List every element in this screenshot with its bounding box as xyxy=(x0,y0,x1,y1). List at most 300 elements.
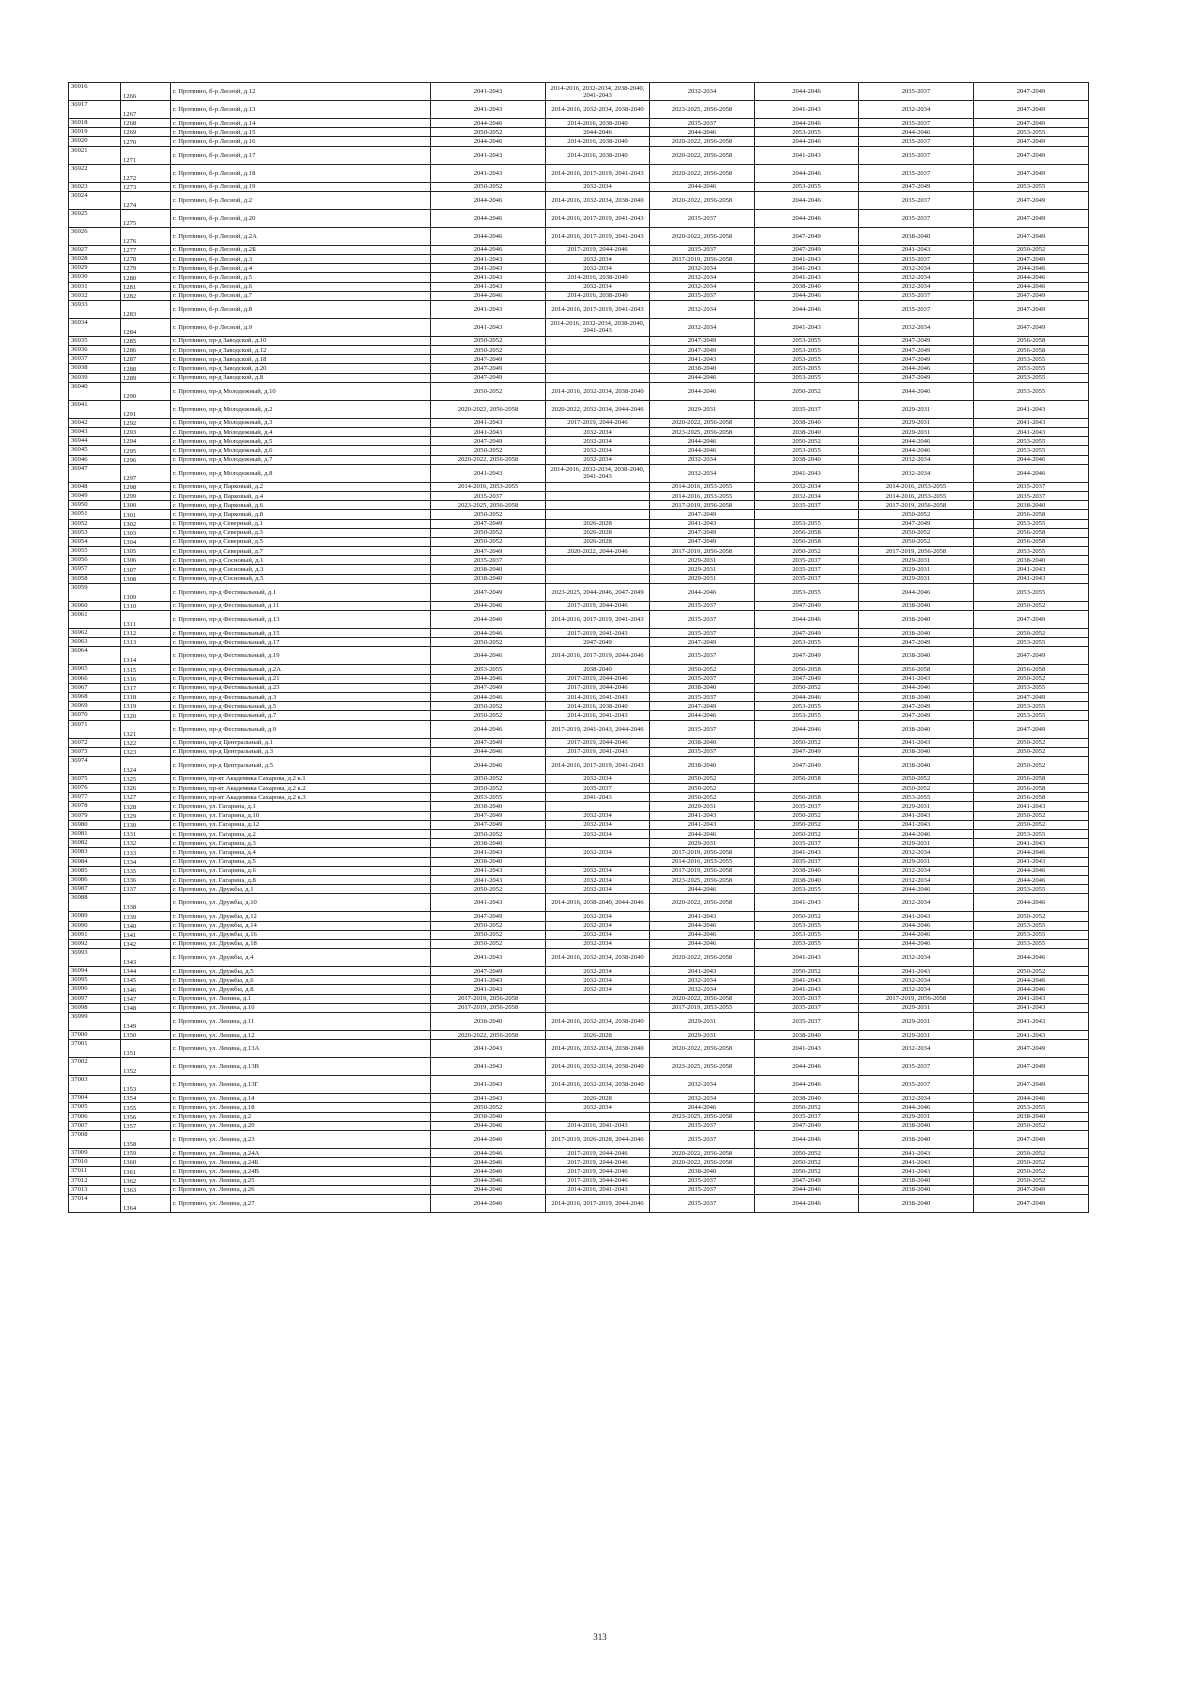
cell-n: 1286 xyxy=(121,346,171,355)
cell-c2: 2035-2037 xyxy=(546,784,650,793)
cell-c2: 2032-2034 xyxy=(546,811,650,820)
cell-id: 37008 xyxy=(69,1130,121,1148)
cell-addr: г. Протвино, пр-д Заводской, д.8 xyxy=(171,373,431,382)
cell-c2: 2032-2034 xyxy=(546,930,650,939)
cell-c3: 2023-2025, 2056-2058 xyxy=(650,1058,755,1076)
cell-id: 37000 xyxy=(69,1031,121,1040)
cell-c6: 2050-2052 xyxy=(974,674,1089,683)
cell-c1: 2050-2052 xyxy=(431,128,546,137)
cell-id: 36965 xyxy=(69,665,121,674)
cell-n: 1348 xyxy=(121,1003,171,1012)
cell-c3: 2032-2034 xyxy=(650,83,755,101)
cell-addr: г. Протвино, б-р Лесной, д.19 xyxy=(171,182,431,191)
cell-c3: 2044-2046 xyxy=(650,711,755,720)
cell-c5: 2038-2040 xyxy=(859,1194,974,1212)
cell-c5: 2044-2046 xyxy=(859,830,974,839)
cell-c3: 2023-2025, 2056-2058 xyxy=(650,428,755,437)
cell-c2 xyxy=(546,565,650,574)
table-row xyxy=(69,273,1089,282)
cell-c1: 2041-2043 xyxy=(431,848,546,857)
cell-n: 1324 xyxy=(121,756,171,774)
cell-id: 36931 xyxy=(69,282,121,291)
cell-c4: 2038-2040 xyxy=(755,455,859,464)
cell-c5: 2044-2046 xyxy=(859,885,974,894)
cell-n: 1306 xyxy=(121,556,171,565)
cell-n: 1287 xyxy=(121,355,171,364)
cell-c1: 2050-2052 xyxy=(431,336,546,345)
cell-c1: 2044-2046 xyxy=(431,720,546,738)
cell-c2 xyxy=(546,574,650,583)
table-row xyxy=(69,611,1089,629)
cell-c1: 2020-2022, 2056-2058 xyxy=(431,400,546,418)
cell-c5: 2044-2046 xyxy=(859,128,974,137)
cell-id: 36956 xyxy=(69,556,121,565)
table-row xyxy=(69,1058,1089,1076)
cell-n: 1274 xyxy=(121,191,171,209)
cell-c2: 2017-2019, 2044-2046 xyxy=(546,245,650,254)
cell-c4: 2041-2043 xyxy=(755,318,859,336)
cell-c3: 2032-2034 xyxy=(650,300,755,318)
cell-c6: 2047-2049 xyxy=(974,1130,1089,1148)
cell-addr: г. Протвино, пр-д Фестивальный, д.7 xyxy=(171,711,431,720)
cell-c4: 2050-2052 xyxy=(755,683,859,692)
cell-c1: 2044-2046 xyxy=(431,1148,546,1157)
cell-addr: г. Протвино, б-р Лесной, д.18 xyxy=(171,164,431,182)
cell-addr: г. Протвино, б-р Лесной, д.7 xyxy=(171,291,431,300)
table-row xyxy=(69,300,1089,318)
cell-c2: 2017-2019, 2044-2046 xyxy=(546,601,650,610)
cell-c3: 2035-2037 xyxy=(650,291,755,300)
cell-id: 36924 xyxy=(69,191,121,209)
cell-c1: 2044-2046 xyxy=(431,674,546,683)
table-row xyxy=(69,866,1089,875)
cell-c2: 2017-2019, 2044-2046 xyxy=(546,1167,650,1176)
cell-addr: г. Протвино, б-р Лесной, д.17 xyxy=(171,146,431,164)
cell-c1: 2038-2040 xyxy=(431,802,546,811)
cell-c2: 2014-2016, 2017-2019, 2041-2043 xyxy=(546,227,650,245)
cell-c3: 2020-2022, 2056-2058 xyxy=(650,949,755,967)
table-row xyxy=(69,674,1089,683)
cell-c2 xyxy=(546,510,650,519)
cell-n: 1269 xyxy=(121,128,171,137)
cell-c4: 2053-2055 xyxy=(755,336,859,345)
cell-id: 37005 xyxy=(69,1103,121,1112)
cell-c1: 2050-2052 xyxy=(431,382,546,400)
cell-id: 36979 xyxy=(69,811,121,820)
cell-id: 37006 xyxy=(69,1112,121,1121)
cell-c3: 2041-2043 xyxy=(650,820,755,829)
cell-c1: 2044-2046 xyxy=(431,245,546,254)
cell-c5: 2050-2052 xyxy=(859,510,974,519)
table-row xyxy=(69,894,1089,912)
cell-c1: 2044-2046 xyxy=(431,611,546,629)
cell-c3: 2041-2043 xyxy=(650,811,755,820)
table-row xyxy=(69,820,1089,829)
cell-c1: 2050-2052 xyxy=(431,702,546,711)
cell-c5: 2029-2031 xyxy=(859,400,974,418)
cell-c1: 2047-2049 xyxy=(431,683,546,692)
cell-c1: 2053-2055 xyxy=(431,665,546,674)
cell-c2: 2026-2028 xyxy=(546,1031,650,1040)
cell-c6: 2047-2049 xyxy=(974,647,1089,665)
cell-c6: 2047-2049 xyxy=(974,611,1089,629)
cell-c5: 2047-2049 xyxy=(859,355,974,364)
cell-id: 36966 xyxy=(69,674,121,683)
table-row xyxy=(69,647,1089,665)
cell-c5: 2038-2040 xyxy=(859,1176,974,1185)
cell-c3: 2050-2052 xyxy=(650,665,755,674)
cell-c6: 2041-2043 xyxy=(974,1003,1089,1012)
cell-c3: 2023-2025, 2056-2058 xyxy=(650,1112,755,1121)
cell-c3: 2044-2046 xyxy=(650,382,755,400)
cell-c4: 2053-2055 xyxy=(755,446,859,455)
cell-id: 36946 xyxy=(69,455,121,464)
cell-c4: 2053-2055 xyxy=(755,939,859,948)
cell-c6: 2041-2043 xyxy=(974,994,1089,1003)
cell-c5: 2044-2046 xyxy=(859,1103,974,1112)
cell-c1: 2041-2043 xyxy=(431,1076,546,1094)
cell-c1: 2044-2046 xyxy=(431,1185,546,1194)
cell-c6: 2053-2055 xyxy=(974,182,1089,191)
cell-c3: 2029-2031 xyxy=(650,802,755,811)
cell-n: 1310 xyxy=(121,601,171,610)
cell-n: 1270 xyxy=(121,137,171,146)
cell-c1: 2044-2046 xyxy=(431,601,546,610)
cell-c6: 2050-2052 xyxy=(974,967,1089,976)
cell-c1: 2041-2043 xyxy=(431,164,546,182)
cell-n: 1322 xyxy=(121,738,171,747)
cell-c1: 2047-2049 xyxy=(431,583,546,601)
cell-c1: 2047-2049 xyxy=(431,355,546,364)
cell-c5: 2044-2046 xyxy=(859,930,974,939)
cell-c4: 2038-2040 xyxy=(755,866,859,875)
cell-c4: 2050-2052 xyxy=(755,967,859,976)
cell-c1: 2041-2043 xyxy=(431,985,546,994)
cell-c4: 2032-2034 xyxy=(755,482,859,491)
table-row xyxy=(69,455,1089,464)
cell-c1: 2041-2043 xyxy=(431,1058,546,1076)
cell-c3: 2035-2037 xyxy=(650,209,755,227)
cell-c5: 2032-2034 xyxy=(859,264,974,273)
cell-c5: 2035-2037 xyxy=(859,137,974,146)
cell-c4: 2056-2058 xyxy=(755,528,859,537)
cell-c4: 2041-2043 xyxy=(755,273,859,282)
cell-addr: г. Протвино, пр-кт Академика Сахарова, д.2 к.2 xyxy=(171,784,431,793)
cell-c1: 2038-2040 xyxy=(431,565,546,574)
cell-c6: 2038-2040 xyxy=(974,501,1089,510)
cell-c6: 2053-2055 xyxy=(974,711,1089,720)
table-row xyxy=(69,811,1089,820)
cell-n: 1346 xyxy=(121,985,171,994)
cell-c5: 2050-2052 xyxy=(859,528,974,537)
cell-addr: г. Протвино, ул. Ленина, д.24Б xyxy=(171,1158,431,1167)
cell-c2: 2014-2016, 2038-2040 xyxy=(546,702,650,711)
cell-c5: 2038-2040 xyxy=(859,647,974,665)
cell-c4: 2050-2052 xyxy=(755,811,859,820)
cell-id: 36972 xyxy=(69,738,121,747)
cell-c2: 2017-2019, 2041-2043 xyxy=(546,629,650,638)
cell-id: 36970 xyxy=(69,711,121,720)
table-row xyxy=(69,209,1089,227)
cell-c5: 2041-2043 xyxy=(859,1167,974,1176)
cell-id: 36939 xyxy=(69,373,121,382)
table-row xyxy=(69,101,1089,119)
cell-c6: 2041-2043 xyxy=(974,839,1089,848)
cell-c6: 2053-2055 xyxy=(974,373,1089,382)
cell-n: 1308 xyxy=(121,574,171,583)
cell-c4: 2035-2037 xyxy=(755,556,859,565)
cell-c1: 2047-2049 xyxy=(431,437,546,446)
cell-c6: 2038-2040 xyxy=(974,556,1089,565)
cell-c1: 2041-2043 xyxy=(431,264,546,273)
cell-c2: 2032-2034 xyxy=(546,264,650,273)
cell-c3: 2038-2040 xyxy=(650,738,755,747)
cell-c3: 2020-2022, 2056-2058 xyxy=(650,418,755,427)
cell-c1: 2050-2052 xyxy=(431,182,546,191)
cell-addr: г. Протвино, пр-д Парковый, д.4 xyxy=(171,491,431,500)
cell-c1: 2017-2019, 2056-2058 xyxy=(431,1003,546,1012)
cell-c3: 2047-2049 xyxy=(650,336,755,345)
cell-c4: 2056-2058 xyxy=(755,793,859,802)
table-row xyxy=(69,428,1089,437)
cell-addr: г. Протвино, ул. Дружбы, д.14 xyxy=(171,921,431,930)
cell-c6: 2050-2052 xyxy=(974,912,1089,921)
cell-c6: 2053-2055 xyxy=(974,355,1089,364)
cell-addr: г. Протвино, пр-д Сосновый, д.5 xyxy=(171,574,431,583)
cell-c1: 2035-2037 xyxy=(431,491,546,500)
table-row xyxy=(69,382,1089,400)
cell-c4: 2038-2040 xyxy=(755,1094,859,1103)
cell-c3: 2032-2034 xyxy=(650,985,755,994)
cell-c1: 2047-2049 xyxy=(431,373,546,382)
cell-id: 36999 xyxy=(69,1013,121,1031)
cell-c1: 2041-2043 xyxy=(431,101,546,119)
cell-c2: 2017-2019, 2026-2028, 2044-2046 xyxy=(546,1130,650,1148)
cell-c3: 2044-2046 xyxy=(650,1103,755,1112)
cell-c1: 2050-2052 xyxy=(431,784,546,793)
cell-c5: 2032-2034 xyxy=(859,949,974,967)
cell-n: 1358 xyxy=(121,1130,171,1148)
table-row xyxy=(69,629,1089,638)
cell-c5: 2050-2052 xyxy=(859,784,974,793)
table-row xyxy=(69,967,1089,976)
cell-c3: 2017-2019, 2056-2058 xyxy=(650,501,755,510)
cell-c2: 2014-2016, 2038-2040, 2044-2046 xyxy=(546,894,650,912)
cell-c1: 2047-2049 xyxy=(431,820,546,829)
cell-c6: 2044-2046 xyxy=(974,875,1089,884)
cell-id: 36978 xyxy=(69,802,121,811)
cell-c6: 2053-2055 xyxy=(974,583,1089,601)
cell-c2: 2020-2022, 2044-2046 xyxy=(546,547,650,556)
cell-c5: 2029-2031 xyxy=(859,428,974,437)
cell-addr: г. Протвино, пр-д Фестивальный, д.15 xyxy=(171,629,431,638)
cell-c3: 2020-2022, 2056-2058 xyxy=(650,994,755,1003)
cell-addr: г. Протвино, пр-д Молодежный, д.10 xyxy=(171,382,431,400)
cell-id: 36936 xyxy=(69,346,121,355)
cell-id: 36954 xyxy=(69,537,121,546)
cell-c6: 2041-2043 xyxy=(974,574,1089,583)
cell-c4: 2044-2046 xyxy=(755,191,859,209)
table-row xyxy=(69,137,1089,146)
cell-c2: 2017-2019, 2044-2046 xyxy=(546,1176,650,1185)
cell-id: 36953 xyxy=(69,528,121,537)
table-row xyxy=(69,976,1089,985)
cell-c1: 2020-2022, 2056-2058 xyxy=(431,455,546,464)
cell-c5: 2041-2043 xyxy=(859,674,974,683)
cell-c3: 2044-2046 xyxy=(650,885,755,894)
cell-c4: 2053-2055 xyxy=(755,885,859,894)
cell-n: 1292 xyxy=(121,418,171,427)
cell-addr: г. Протвино, б-р Лесной, д.2А xyxy=(171,227,431,245)
cell-addr: г. Протвино, ул. Дружбы, д.8 xyxy=(171,985,431,994)
cell-n: 1356 xyxy=(121,1112,171,1121)
cell-c4: 2053-2055 xyxy=(755,921,859,930)
cell-c4: 2053-2055 xyxy=(755,583,859,601)
cell-n: 1294 xyxy=(121,437,171,446)
cell-c3: 2032-2034 xyxy=(650,273,755,282)
cell-c5: 2044-2046 xyxy=(859,683,974,692)
table-row xyxy=(69,346,1089,355)
cell-c5: 2029-2031 xyxy=(859,556,974,565)
cell-c6: 2047-2049 xyxy=(974,1194,1089,1212)
cell-c5: 2041-2043 xyxy=(859,1148,974,1157)
cell-c6: 2056-2058 xyxy=(974,784,1089,793)
cell-c3: 2029-2031 xyxy=(650,1013,755,1031)
table-row xyxy=(69,446,1089,455)
cell-c6: 2053-2055 xyxy=(974,519,1089,528)
cell-c4: 2047-2049 xyxy=(755,756,859,774)
cell-c6: 2050-2052 xyxy=(974,629,1089,638)
cell-id: 36935 xyxy=(69,336,121,345)
cell-c3: 2035-2037 xyxy=(650,747,755,756)
table-row xyxy=(69,692,1089,701)
cell-addr: г. Протвино, пр-д Молодежный, д.5 xyxy=(171,437,431,446)
cell-c3: 2017-2019, 2056-2058 xyxy=(650,254,755,263)
cell-c2: 2014-2016, 2017-2019, 2044-2046 xyxy=(546,647,650,665)
table-row xyxy=(69,601,1089,610)
cell-id: 36916 xyxy=(69,83,121,101)
table-row xyxy=(69,1031,1089,1040)
cell-c4: 2053-2055 xyxy=(755,373,859,382)
cell-c1: 2047-2049 xyxy=(431,364,546,373)
cell-c6: 2044-2046 xyxy=(974,264,1089,273)
cell-c4: 2047-2049 xyxy=(755,1121,859,1130)
cell-n: 1320 xyxy=(121,711,171,720)
cell-c2: 2032-2034 xyxy=(546,939,650,948)
cell-addr: г. Протвино, пр-д Северный, д.7 xyxy=(171,547,431,556)
cell-c3: 2017-2019, 2056-2058 xyxy=(650,848,755,857)
table-row xyxy=(69,747,1089,756)
cell-c2: 2047-2049 xyxy=(546,638,650,647)
table-row xyxy=(69,291,1089,300)
cell-c6: 2041-2043 xyxy=(974,1013,1089,1031)
cell-n: 1271 xyxy=(121,146,171,164)
cell-c2: 2017-2019, 2041-2043, 2044-2046 xyxy=(546,720,650,738)
cell-c1: 2047-2049 xyxy=(431,547,546,556)
schedule-table xyxy=(68,82,1089,1213)
cell-n: 1307 xyxy=(121,565,171,574)
cell-n: 1291 xyxy=(121,400,171,418)
cell-c4: 2053-2055 xyxy=(755,702,859,711)
table-row xyxy=(69,802,1089,811)
cell-c1: 2041-2043 xyxy=(431,83,546,101)
cell-addr: г. Протвино, ул. Ленина, д.1 xyxy=(171,994,431,1003)
cell-c2: 2014-2016, 2041-2043 xyxy=(546,692,650,701)
cell-addr: г. Протвино, пр-д Фестивальный, д.1 xyxy=(171,583,431,601)
cell-addr: г. Протвино, б-р Лесной, д.14 xyxy=(171,119,431,128)
cell-c3: 2041-2043 xyxy=(650,967,755,976)
cell-c3: 2035-2037 xyxy=(650,119,755,128)
cell-c6: 2044-2046 xyxy=(974,464,1089,482)
cell-c2: 2026-2028 xyxy=(546,537,650,546)
cell-c4: 2035-2037 xyxy=(755,1013,859,1031)
table-row xyxy=(69,1194,1089,1212)
cell-c3: 2035-2037 xyxy=(650,1121,755,1130)
cell-id: 36952 xyxy=(69,519,121,528)
cell-id: 36918 xyxy=(69,119,121,128)
cell-c3: 2014-2016, 2053-2055 xyxy=(650,857,755,866)
cell-addr: г. Протвино, пр-д Сосновый, д.1 xyxy=(171,556,431,565)
cell-c3: 2035-2037 xyxy=(650,601,755,610)
cell-id: 36927 xyxy=(69,245,121,254)
cell-c3: 2038-2040 xyxy=(650,683,755,692)
cell-c2: 2032-2034 xyxy=(546,774,650,783)
table-row xyxy=(69,128,1089,137)
cell-c1: 2038-2040 xyxy=(431,1112,546,1121)
cell-c4: 2041-2043 xyxy=(755,464,859,482)
cell-addr: г. Протвино, б-р Лесной, д.8 xyxy=(171,300,431,318)
cell-c5: 2038-2040 xyxy=(859,747,974,756)
cell-n: 1297 xyxy=(121,464,171,482)
cell-addr: г. Протвино, пр-д Северный, д.5 xyxy=(171,537,431,546)
cell-n: 1304 xyxy=(121,537,171,546)
cell-addr: г. Протвино, пр-д Заводской, д.18 xyxy=(171,355,431,364)
cell-c4: 2032-2034 xyxy=(755,491,859,500)
cell-c5: 2047-2049 xyxy=(859,182,974,191)
cell-c2 xyxy=(546,482,650,491)
cell-c6: 2056-2058 xyxy=(974,793,1089,802)
table-body xyxy=(69,83,1089,1213)
table-row xyxy=(69,1094,1089,1103)
cell-c4: 2056-2058 xyxy=(755,537,859,546)
cell-addr: г. Протвино, б-р Лесной, д.2 xyxy=(171,191,431,209)
cell-c4: 2038-2040 xyxy=(755,418,859,427)
cell-c4: 2050-2052 xyxy=(755,820,859,829)
cell-c3: 2020-2022, 2056-2058 xyxy=(650,164,755,182)
table-row xyxy=(69,464,1089,482)
cell-c2: 2014-2016, 2041-2043 xyxy=(546,1185,650,1194)
cell-c1: 2044-2046 xyxy=(431,191,546,209)
cell-id: 36929 xyxy=(69,264,121,273)
cell-id: 36919 xyxy=(69,128,121,137)
cell-c1: 2044-2046 xyxy=(431,647,546,665)
cell-c2: 2014-2016, 2032-2034, 2038-2040 xyxy=(546,1040,650,1058)
cell-c4: 2050-2052 xyxy=(755,547,859,556)
cell-c5: 2035-2037 xyxy=(859,209,974,227)
cell-c4: 2044-2046 xyxy=(755,291,859,300)
cell-addr: г. Протвино, пр-д Северный, д.3 xyxy=(171,528,431,537)
cell-c4: 2044-2046 xyxy=(755,137,859,146)
cell-c2: 2032-2034 xyxy=(546,254,650,263)
cell-c4: 2035-2037 xyxy=(755,1112,859,1121)
cell-addr: г. Протвино, ул. Ленина, д.24А xyxy=(171,1148,431,1157)
cell-c2: 2017-2019, 2044-2046 xyxy=(546,1158,650,1167)
cell-addr: г. Протвино, пр-д Молодежный, д.4 xyxy=(171,428,431,437)
cell-id: 36933 xyxy=(69,300,121,318)
cell-c6: 2053-2055 xyxy=(974,702,1089,711)
cell-id: 36996 xyxy=(69,985,121,994)
cell-c6: 2044-2046 xyxy=(974,866,1089,875)
